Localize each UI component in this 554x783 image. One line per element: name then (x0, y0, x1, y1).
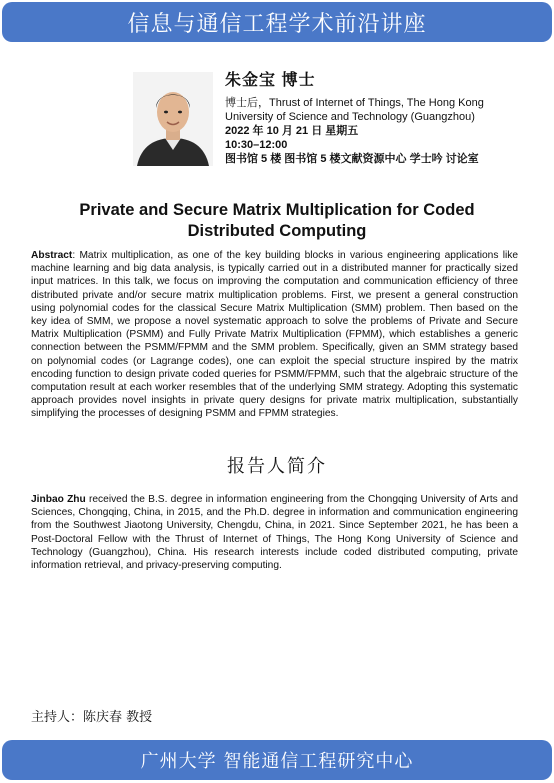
footer-title: 广州大学 智能通信工程研究中心 (140, 751, 414, 772)
host: 主持人：陈庆春 教授 (31, 710, 153, 725)
abstract-text: : Matrix multiplication, as one of the key building blocks in various engineering applications like machine learning and big data analysis, is typically carried out in a distributed manner for practically sized input matrices. In this talk, we focus on improving the computation and communication efficiency of three distributed private and/or secure matrix multiplication problems. First, we present a general construction using polynomial codes for the classical Secure Matrix Multiplication (SMM) problem. Then based on the key idea of SMM, we propose a novel systematic approach to solve the problems of Private and Secure Matrix Multiplication (PSMM) and Fully Private Matrix Multiplication (FPMM), which establishes a generic connection between the PSMM/FPMM and the SMM problem. Specifically, given an SMM strategy based on polynomial codes (or Lagrange codes), one can exploit the special structure inspired by the matrix encoding function to design private coded queries for PSMM/FPMM, such that the algebraic structure of the computation result at each worker resembles that of the underlying SMM strategy. Adopting this systematic approach provides novel insights in private query designs for private matrix multiplication, substantially simplifying the processes of designing PSMM and FPMM strategies. (31, 250, 518, 420)
bio-text: received the B.S. degree in information engineering from the Chongqing University of Arts and Sciences, Chongqing, China, in 2015, and the Ph.D. degree in information and communication engineering from the Southwest Jiaotong University, Chengdu, China, in 2021. Since September 2021, he has been a Post-Doctoral Fellow with the Thrust of Internet of Things, The Hong Kong University of Science and Technology (Guangzhou), China. His research interests include coded distributed computing, private information retrieval, and privacy-preserving computing. (31, 494, 518, 572)
speaker-portrait-icon (133, 72, 213, 166)
speaker-photo (133, 72, 213, 166)
speaker-affiliation: 博士后，Thrust of Internet of Things, The Hong Kong University of Science and Technology (Guangzhou) (225, 97, 484, 123)
talk-time: 10:30–12:00 (225, 139, 288, 151)
header-title: 信息与通信工程学术前沿讲座 (127, 11, 427, 37)
talk-date: 2022 年 10 月 21 日 星期五 (225, 125, 359, 137)
speaker-info (225, 74, 535, 166)
footer-banner (2, 740, 552, 780)
abstract-label: Abstract (31, 250, 73, 261)
speaker-name: 朱金宝 博士 (225, 72, 316, 89)
header-banner (2, 2, 552, 42)
bio-name: Jinbao Zhu (31, 494, 86, 505)
talk-venue: 图书馆 5 楼 图书馆 5 楼文献资源中心 学士吟 讨论室 (225, 153, 479, 165)
talk-title: Private and Secure Matrix Multiplication for Coded Distributed Computing (79, 201, 475, 240)
bio-heading: 报告人简介 (227, 456, 327, 477)
abstract (31, 249, 518, 421)
speaker-bio (31, 493, 518, 572)
